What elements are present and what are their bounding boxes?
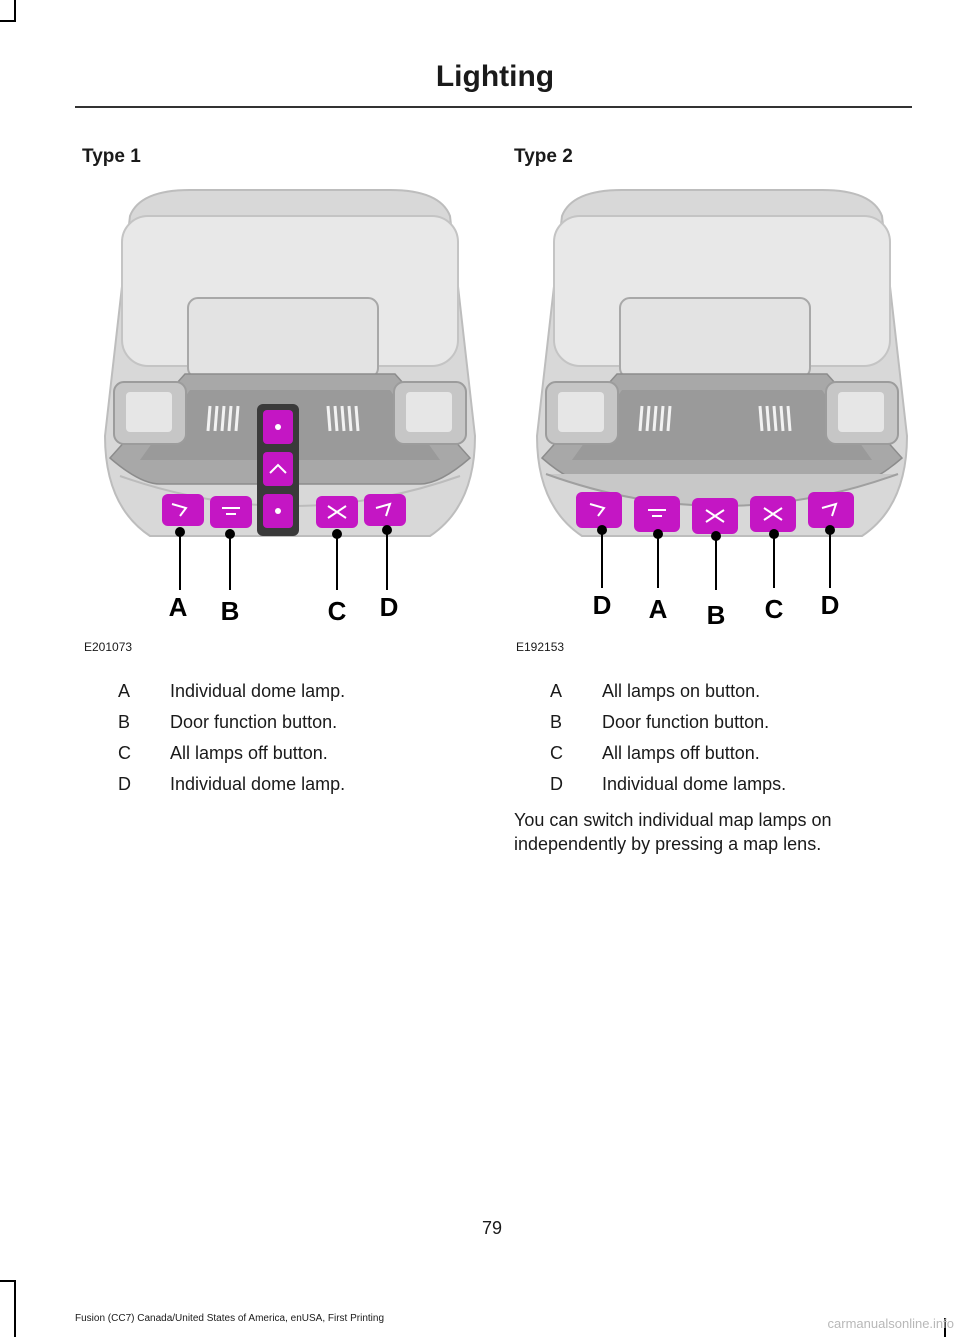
legend-text: Individual dome lamps.: [602, 774, 787, 794]
legend-text: Individual dome lamp.: [170, 681, 346, 701]
legend-key: C: [550, 743, 563, 763]
legend-key: B: [550, 712, 563, 732]
legend-text: All lamps off button.: [602, 743, 760, 763]
callout-label: C: [327, 596, 347, 626]
callout-label: B: [706, 600, 726, 630]
header-rule: [75, 106, 912, 108]
type2-title: Type 2: [514, 146, 573, 167]
legend-key: D: [118, 774, 131, 794]
crop-mark: [14, 1280, 16, 1337]
legend-item: [75, 676, 345, 707]
type1-legend: [75, 676, 345, 800]
footer-text: Fusion (CC7) Canada/United States of America, enUSA, First Printing: [75, 1313, 385, 1324]
figure-code: E192153: [516, 640, 565, 654]
body-paragraph: You can switch individual map lamps on independently by pressing a map lens.: [514, 810, 832, 854]
overhead-console-type1-illustration: [100, 186, 480, 656]
page-number: 79: [481, 1218, 503, 1238]
type1-console-figure: [100, 186, 480, 656]
callout-label: B: [220, 596, 240, 626]
callout-label: D: [592, 590, 612, 620]
legend-key: B: [118, 712, 131, 732]
type1-title: Type 1: [82, 146, 141, 167]
legend-key: A: [118, 681, 131, 701]
legend-key: D: [550, 774, 563, 794]
legend-item: [507, 707, 786, 738]
callout-label: A: [168, 592, 188, 622]
overhead-console-type2-illustration: [532, 186, 912, 656]
legend-text: All lamps off button.: [170, 743, 328, 763]
type2-legend: [507, 676, 786, 800]
legend-text: Door function button.: [170, 712, 338, 732]
callout-label: C: [764, 594, 784, 624]
callout-label: D: [379, 592, 399, 622]
legend-text: All lamps on button.: [602, 681, 761, 701]
crop-mark: [0, 20, 16, 22]
legend-item: [75, 769, 345, 800]
watermark: carmanualsonline.info: [827, 1316, 954, 1331]
callout-label: D: [820, 590, 840, 620]
figure-code: E201073: [84, 640, 133, 654]
legend-item: [507, 676, 786, 707]
page-title: Lighting: [435, 60, 555, 93]
callout-label: A: [648, 594, 668, 624]
legend-item: [507, 769, 786, 800]
legend-item: [75, 738, 345, 769]
type2-console-figure: [532, 186, 912, 656]
legend-item: [75, 707, 345, 738]
legend-key: A: [550, 681, 563, 701]
legend-key: C: [118, 743, 131, 763]
crop-mark: [0, 1280, 16, 1282]
crop-mark: [14, 0, 16, 22]
legend-text: Individual dome lamp.: [170, 774, 346, 794]
legend-text: Door function button.: [602, 712, 770, 732]
legend-item: [507, 738, 786, 769]
